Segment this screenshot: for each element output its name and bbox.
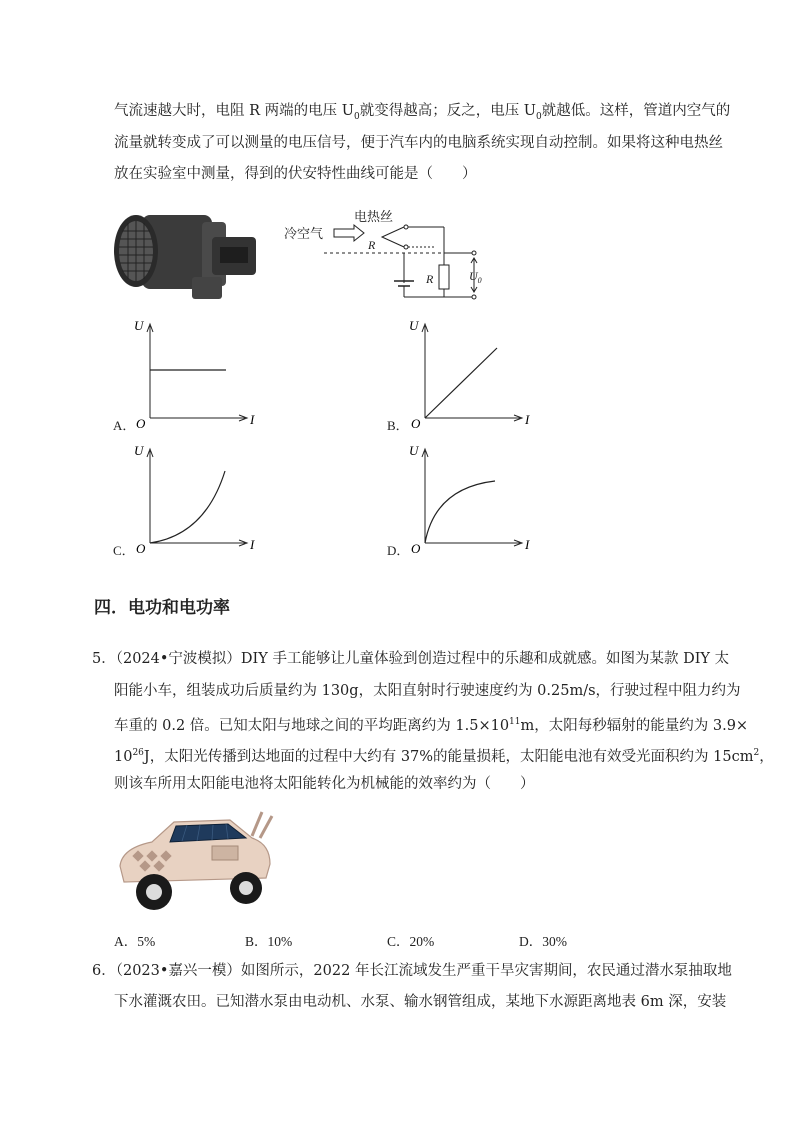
q5-line-5: 则该车所用太阳能电池将太阳能转化为机械能的效率约为（ ） — [114, 776, 535, 792]
q5-line-4: $10^{26}J$，太阳光传播到达地面的过程中大约有 37%的能量损耗，太阳能电池有效受光面积约为 $15cm^2$， — [114, 748, 774, 765]
svg-text:I: I — [525, 537, 530, 552]
q6-line-1: 6．（2023•嘉兴一模）如图所示，2022 年长江流域发生严重干旱灾害期间，农民通过潜水泵抽取地 — [92, 963, 732, 979]
svg-text:O: O — [136, 541, 146, 556]
heating-wire-label: 电热丝 — [354, 210, 394, 225]
option-b-label[interactable]: B． — [387, 418, 409, 433]
q4-line-1: 气流速越大时，电阻 R 两端的电压 $U_0$就变得越高；反之，电压 $U_0$就越低。这样，管道内空气的 — [114, 103, 731, 122]
option-d-label[interactable]: D． — [387, 543, 410, 558]
graph-b[interactable] — [405, 318, 545, 433]
svg-text:U: U — [134, 443, 144, 458]
q4-line-2: 流量就转变成了可以测量的电压信号，便于汽车内的电脑系统实现自动控制。如果将这种电热丝 — [114, 135, 723, 151]
r-label: R — [368, 238, 376, 252]
solar-car-image — [112, 808, 277, 916]
air-flow-sensor-image — [112, 207, 262, 307]
q6-line-2: 下水灌溉农田。已知潜水泵由电动机、水泵、输水钢管组成，某地下水源距离地表 6m 深，安装 — [114, 994, 727, 1010]
graph-d[interactable] — [405, 443, 545, 558]
q5-line-1: 5．（2024•宁波模拟）DIY 手工能够让儿童体验到创造过程中的乐趣和成就感。如图为某款 DIY 太 — [92, 651, 730, 667]
r2-label: R — [426, 272, 434, 286]
u0-label: $U_0$ — [469, 269, 482, 285]
circuit-diagram — [284, 205, 494, 305]
svg-text:I: I — [525, 412, 530, 427]
svg-text:U: U — [134, 318, 144, 333]
option-a-label[interactable]: A． — [113, 418, 136, 433]
graph-a[interactable] — [130, 318, 270, 433]
section-title: 四．电功和电功率 — [94, 598, 230, 618]
svg-text:O: O — [136, 416, 146, 431]
svg-text:I: I — [250, 537, 255, 552]
option-c-label[interactable]: C． — [113, 543, 135, 558]
svg-text:O: O — [411, 416, 421, 431]
graph-c[interactable] — [130, 443, 270, 558]
q5-choice-b[interactable]: B．10% — [245, 934, 293, 949]
svg-text:U: U — [409, 443, 419, 458]
q5-choice-c[interactable]: C．20% — [387, 934, 435, 949]
cold-air-label: 冷空气 — [284, 227, 324, 242]
q5-line-3: 车重的 0.2 倍。已知太阳与地球之间的平均距离约为 $1.5\times 10^{11}m$，太阳每秒辐射的能量约为 3.9× — [114, 717, 749, 734]
q5-line-2: 阳能小车，组装成功后质量约为 130g，太阳直射时行驶速度约为 0.25m/s，行驶过程中阻力约为 — [114, 683, 741, 699]
svg-text:O: O — [411, 541, 421, 556]
svg-text:I: I — [250, 412, 255, 427]
q4-line-3: 放在实验室中测量，得到的伏安特性曲线可能是（ ） — [114, 166, 477, 182]
svg-text:U: U — [409, 318, 419, 333]
q5-choice-a[interactable]: A．5% — [114, 934, 156, 949]
q5-choice-d[interactable]: D．30% — [519, 934, 567, 949]
